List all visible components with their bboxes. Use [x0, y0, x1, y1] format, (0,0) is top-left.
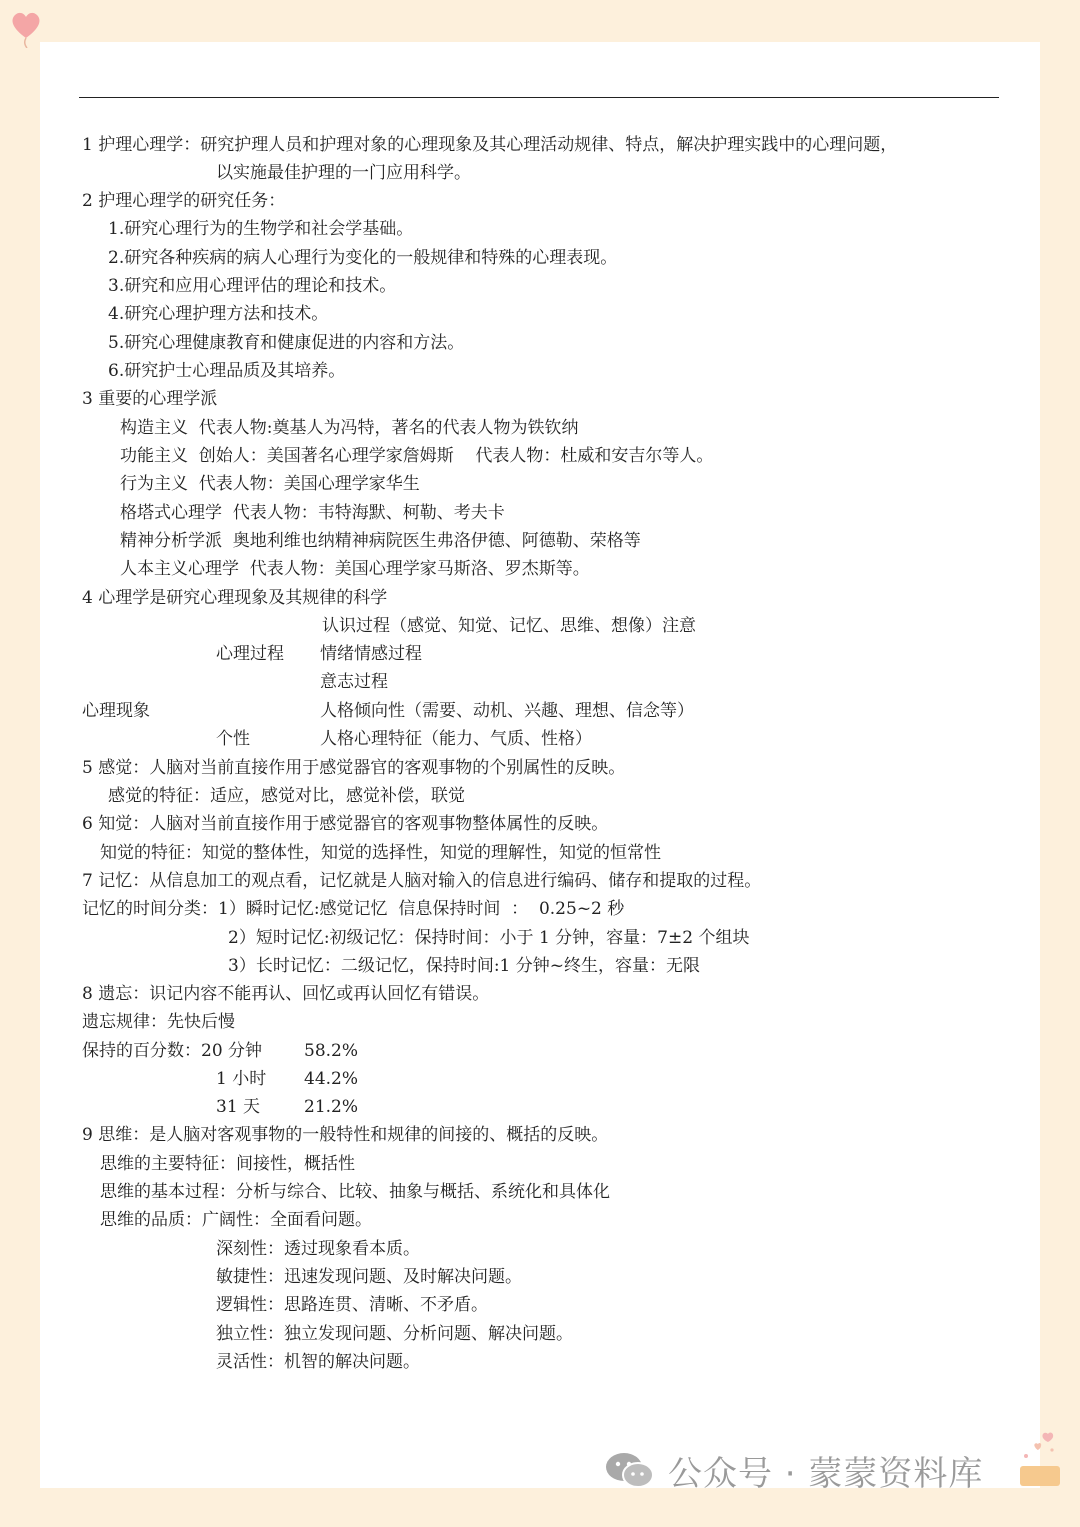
text-line: 逻辑性：思路连贯、清晰、不矛盾。	[216, 1295, 488, 1315]
tree-item: 人格倾向性（需要、动机、兴趣、理想、信念等）	[320, 701, 694, 721]
tree-item: 人格心理特征（能力、气质、性格）	[320, 729, 592, 749]
text-line: 思维的主要特征：间接性，概括性	[100, 1154, 355, 1174]
text-line: 3）长时记忆：二级记忆，保持时间:1 分钟~终生，容量：无限	[228, 956, 701, 976]
list-item: 3.研究和应用心理评估的理论和技术。	[108, 276, 397, 296]
tree-root: 心理现象	[82, 701, 150, 721]
text-line: 灵活性：机智的解决问题。	[216, 1352, 420, 1372]
watermark	[604, 1448, 983, 1492]
tree-branch: 心理过程	[216, 644, 284, 664]
text-line: 知觉的特征：知觉的整体性，知觉的选择性，知觉的理解性，知觉的恒常性	[100, 843, 661, 863]
list-item: 2.研究各种疾病的病人心理行为变化的一般规律和特殊的心理表现。	[108, 248, 618, 268]
text-line: 思维的基本过程：分析与综合、比较、抽象与概括、系统化和具体化	[100, 1182, 610, 1202]
list-item: 格塔式心理学 代表人物：韦特海默、柯勒、考夫卡	[120, 503, 505, 523]
section-heading: 3 重要的心理学派	[82, 389, 218, 409]
text-line: 深刻性：透过现象看本质。	[216, 1239, 420, 1259]
wechat-icon	[604, 1450, 656, 1490]
text-line: 思维的品质：广阔性：全面看问题。	[100, 1210, 372, 1230]
list-item: 构造主义 代表人物:奠基人为冯特，著名的代表人物为铁钦纳	[120, 418, 579, 438]
section-heading: 7 记忆：从信息加工的观点看，记忆就是人脑对输入的信息进行编码、储存和提取的过程。	[82, 871, 762, 891]
decorative-corner-icon	[1012, 1430, 1062, 1490]
tree-item: 情绪情感过程	[320, 644, 422, 664]
text-line: 独立性：独立发现问题、分析问题、解决问题。	[216, 1324, 573, 1344]
section-heading: 2 护理心理学的研究任务：	[82, 191, 286, 211]
retention-label: 保持的百分数：20 分钟	[82, 1041, 263, 1061]
text-line: 2）短时记忆:初级记忆：保持时间：小于 1 分钟，容量：7±2 个组块	[228, 928, 750, 948]
header-rule	[79, 97, 999, 98]
text-line: 以实施最佳护理的一门应用科学。	[216, 163, 471, 183]
text-line: 记忆的时间分类：1）瞬时记忆:感觉记忆 信息保持时间 ： 0.25~2 秒	[82, 899, 625, 919]
text-line: 1 护理心理学：研究护理人员和护理对象的心理现象及其心理活动规律、特点，解决护理实践中的心理问题，	[82, 135, 898, 155]
list-item: 5.研究心理健康教育和健康促进的内容和方法。	[108, 333, 465, 353]
retention-value: 44.2%	[304, 1069, 359, 1089]
retention-label: 1 小时	[216, 1069, 267, 1089]
text-line: 敏捷性：迅速发现问题、及时解决问题。	[216, 1267, 522, 1287]
retention-value: 21.2%	[304, 1097, 359, 1117]
section-heading: 5 感觉：人脑对当前直接作用于感觉器官的客观事物的个别属性的反映。	[82, 758, 626, 778]
list-item: 4.研究心理护理方法和技术。	[108, 304, 329, 324]
tree-item: 认识过程（感觉、知觉、记忆、思维、想像）注意	[322, 616, 696, 636]
retention-label: 31 天	[216, 1097, 261, 1117]
text-line: 感觉的特征：适应，感觉对比，感觉补偿，联觉	[108, 786, 465, 806]
list-item: 精神分析学派 奥地利维也纳精神病院医生弗洛伊德、阿德勒、荣格等	[120, 531, 641, 551]
watermark-text: 公众号 · 蒙蒙资料库	[668, 1453, 984, 1494]
tree-item: 意志过程	[320, 672, 388, 692]
tree-branch: 个性	[216, 729, 250, 749]
text-line: 遗忘规律：先快后慢	[82, 1012, 235, 1032]
retention-value: 58.2%	[304, 1041, 359, 1061]
list-item: 功能主义 创始人：美国著名心理学家詹姆斯 代表人物：杜威和安吉尔等人。	[120, 446, 714, 466]
list-item: 1.研究心理行为的生物学和社会学基础。	[108, 219, 414, 239]
list-item: 行为主义 代表人物：美国心理学家华生	[120, 474, 420, 494]
heart-balloon-icon	[8, 8, 44, 48]
list-item: 人本主义心理学 代表人物：美国心理学家马斯洛、罗杰斯等。	[120, 559, 590, 579]
list-item: 6.研究护士心理品质及其培养。	[108, 361, 346, 381]
section-heading: 8 遗忘：识记内容不能再认、回忆或再认回忆有错误。	[82, 984, 490, 1004]
section-heading: 9 思维：是人脑对客观事物的一般特性和规律的间接的、概括的反映。	[82, 1125, 609, 1145]
section-heading: 4 心理学是研究心理现象及其规律的科学	[82, 588, 388, 608]
section-heading: 6 知觉：人脑对当前直接作用于感觉器官的客观事物整体属性的反映。	[82, 814, 609, 834]
